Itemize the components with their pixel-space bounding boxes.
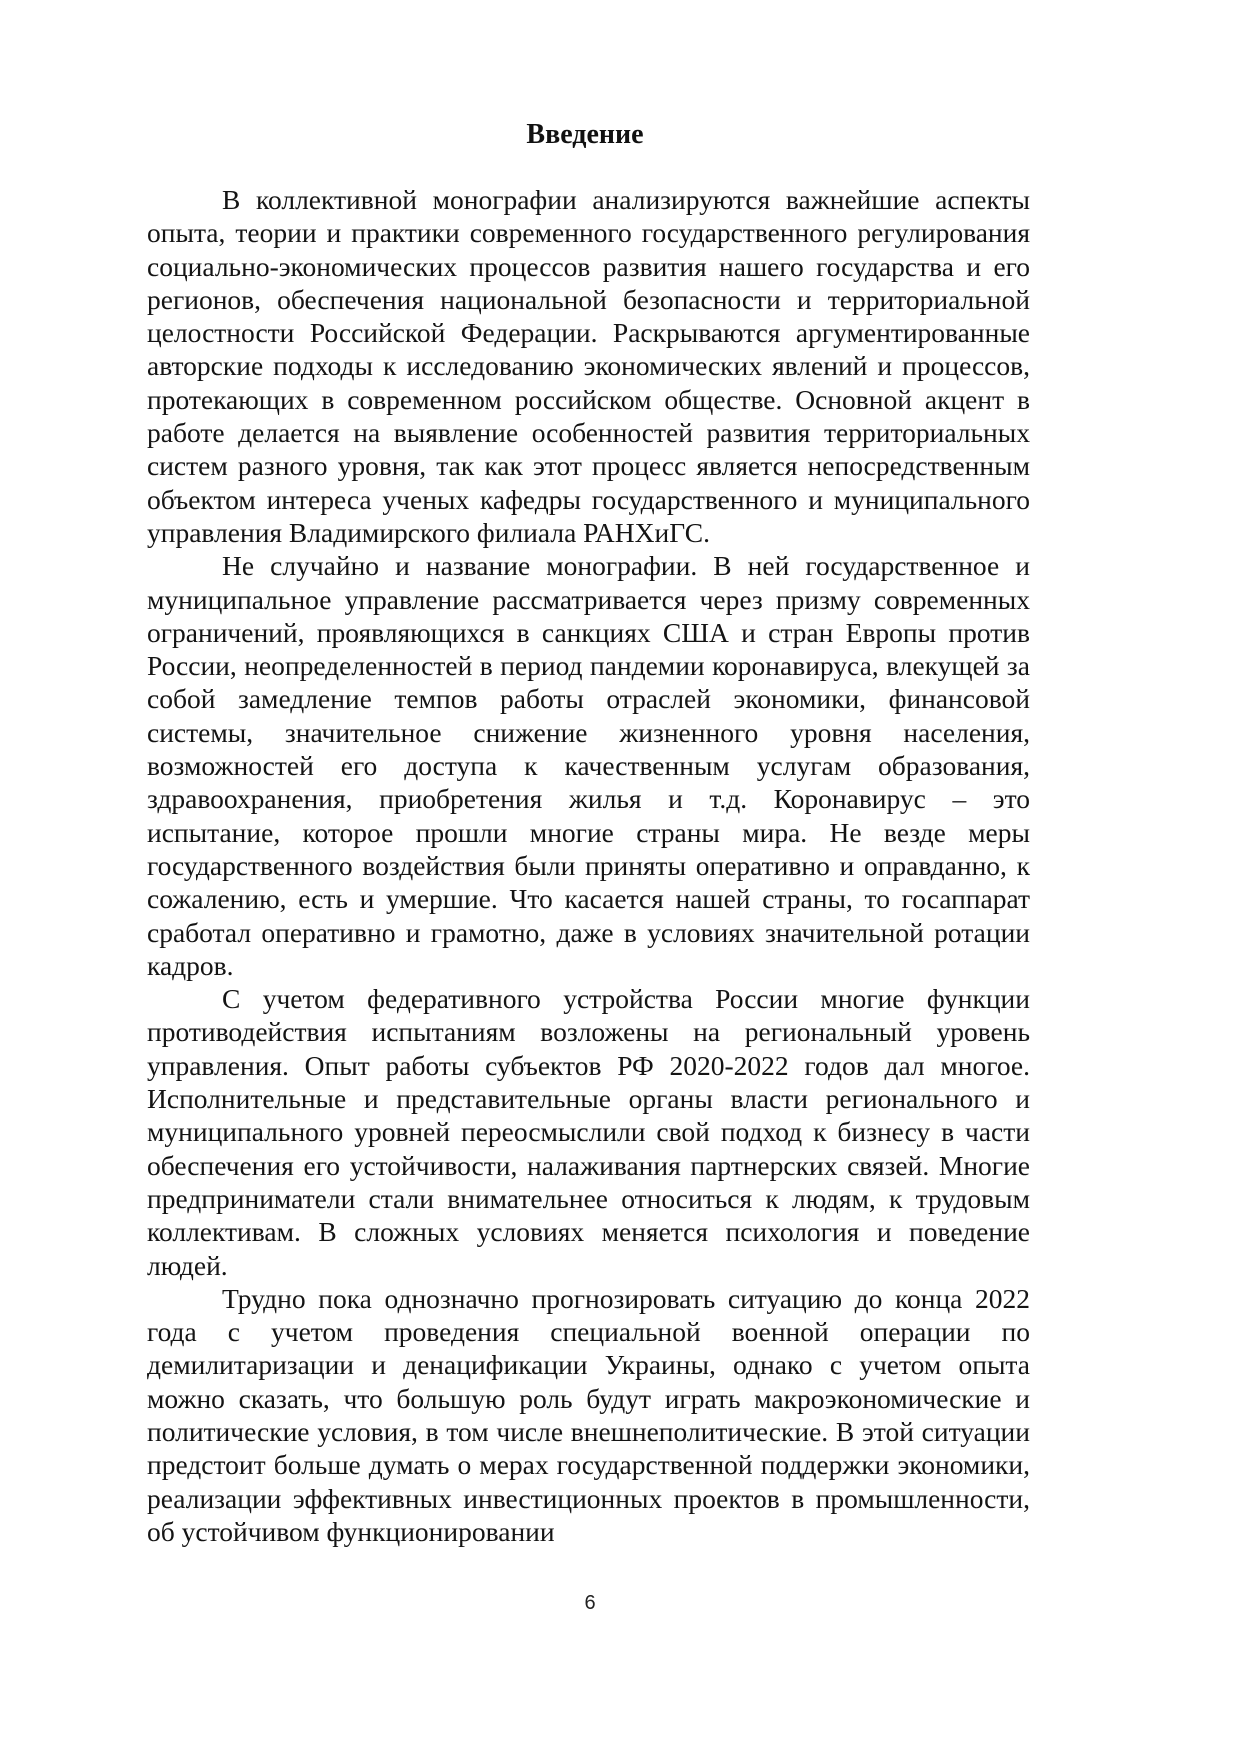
paragraph: Трудно пока однозначно прогнозировать ситуацию до конца 2022 года с учетом проведения специальной военной операции по демилитаризации и денацификации Украины, однако с учетом опыта можно сказать, что большую роль будут играть макроэкономические и политические условия, в том числе внешнеполитические. В этой ситуации предстоит больше думать о мерах государственной поддержки экономики, реализации эффективных инвестиционных проектов в промышленности, об устойчивом функционировании [147,1282,1030,1547]
paragraph: Не случайно и название монографии. В ней государственное и муниципальное управление рассматривается через призму современных ограничений, проявляющихся в санкциях США и стран Европы против России, неопределенностей в период пандемии коронавируса, влекущей за собой замедление темпов работы отраслей экономики, финансовой системы, значительное снижение жизненного уровня населения, возможностей его доступа к качественным услугам образования, здравоохранения, приобретения жилья и т.д. Коронавирус – это испытание, которое прошли многие страны мира. Не везде меры государственного воздействия были приняты оперативно и оправданно, к сожалению, есть и умершие. Что касается нашей страны, то госаппарат сработал оперативно и грамотно, даже в условиях значительной ротации кадров. [147,550,1030,981]
body-text [147,183,1030,1548]
paragraph: В коллективной монографии анализируются важнейшие аспекты опыта, теории и практики современного государственного регулирования социально-экономических процессов развития нашего государства и его регионов, обеспечения национальной безопасности и территориальной целостности Российской Федерации. Раскрываются аргументированные авторские подходы к исследованию экономических явлений и процессов, протекающих в современном российском обществе. Основной акцент в работе делается на выявление особенностей развития территориальных систем разного уровня, так как этот процесс является непосредственным объектом интереса ученых кафедры государственного и муниципального управления Владимирского филиала РАНХиГС. [147,184,1030,548]
paragraph: С учетом федеративного устройства России многие функции противодействия испытаниям возложены на региональный уровень управления. Опыт работы субъектов РФ 2020-2022 годов дал многое. Исполнительные и представительные органы власти регионального и муниципального уровней переосмыслили свой подход к бизнесу в части обеспечения его устойчивости, налаживания партнерских связей. Многие предприниматели стали внимательнее относиться к людям, к трудовым коллективам. В сложных условиях меняется психология и поведение людей. [147,983,1030,1281]
page-number: 6 [584,1592,596,1614]
page-title: Введение [526,119,644,150]
